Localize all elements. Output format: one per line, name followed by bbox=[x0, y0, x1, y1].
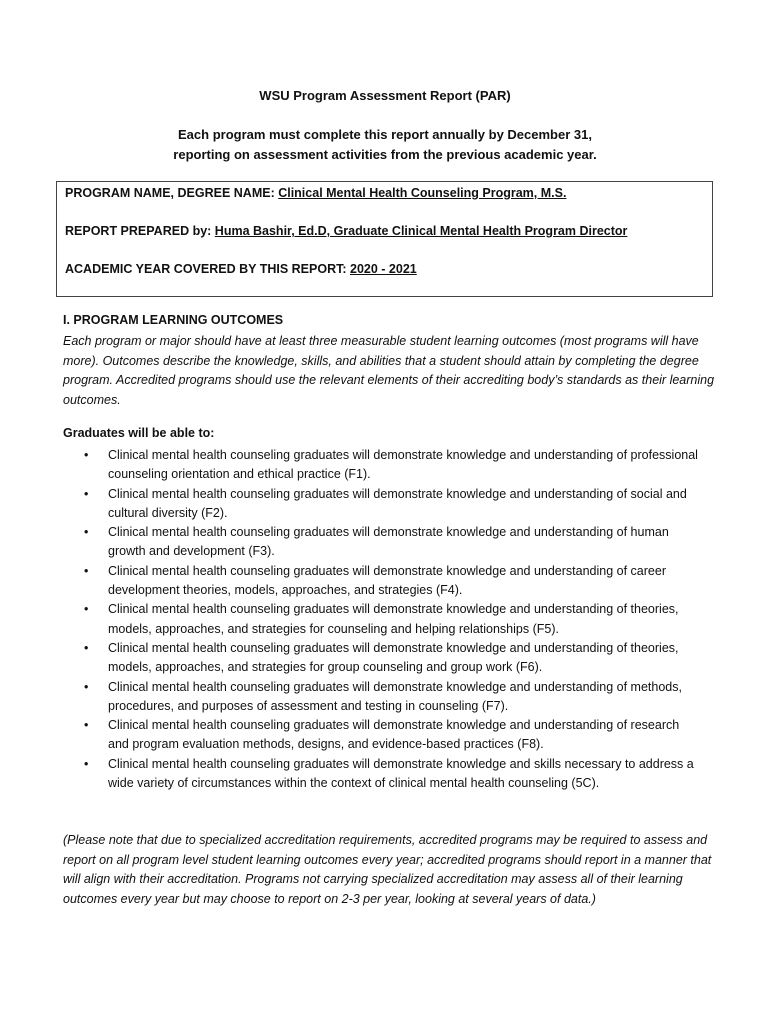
section-intro: Each program or major should have at least three measurable student learning outcomes (most programs will have more). Outcomes describe the knowledge, skills, and abilities that a student should attain by completing the degree program. Accredited programs should use the relevant elements of their accrediting body’s standards as their learning outcomes. bbox=[63, 334, 715, 407]
academic-year-label: ACADEMIC YEAR COVERED BY THIS REPORT: bbox=[65, 262, 350, 276]
bullet-icon: • bbox=[84, 718, 89, 733]
prepared-by-value: Huma Bashir, Ed.D, Graduate Clinical Mental Health Program Director bbox=[214, 224, 628, 238]
outcome-list-item bbox=[82, 562, 702, 601]
outcome-list-item bbox=[82, 716, 702, 755]
prepared-by-label: REPORT PREPARED by: bbox=[65, 224, 215, 238]
outcome-text: Clinical mental health counseling graduates will demonstrate knowledge and understanding of methods, procedures, and purposes of assessment and testing in counseling (F7). bbox=[108, 679, 682, 713]
report-title: WSU Program Assessment Report (PAR) bbox=[259, 88, 511, 103]
outcome-list-item bbox=[82, 446, 702, 485]
subtitle-line-2: reporting on assessment activities from the previous academic year. bbox=[173, 147, 597, 162]
program-name-value: Clinical Mental Health Counseling Program, M.S. bbox=[278, 186, 567, 200]
outcome-list-item bbox=[82, 485, 702, 524]
outcome-list-item bbox=[82, 600, 702, 639]
bullet-icon: • bbox=[84, 640, 89, 655]
outcome-text: Clinical mental health counseling graduates will demonstrate knowledge and skills necessary to address a wide variety of circumstances within the context of clinical mental health counseling (5C). bbox=[108, 756, 694, 791]
bullet-icon: • bbox=[84, 602, 89, 617]
outcome-list-item bbox=[82, 639, 702, 678]
prepared-by-line bbox=[65, 224, 627, 238]
bullet-icon: • bbox=[84, 448, 89, 462]
bullet-icon: • bbox=[84, 563, 89, 578]
outcome-list-item bbox=[82, 755, 702, 794]
program-info-box bbox=[56, 181, 713, 297]
subtitle-line-1: Each program must complete this report annually by December 31, bbox=[178, 127, 592, 142]
bullet-icon: • bbox=[84, 525, 89, 540]
outcome-text: Clinical mental health counseling graduates will demonstrate knowledge and understanding of research and program evaluation methods, designs, and evidence-based practices (F8). bbox=[108, 718, 680, 752]
graduates-label: Graduates will be able to: bbox=[63, 426, 215, 440]
outcome-text: Clinical mental health counseling graduates will demonstrate knowledge and understanding of social and cultural diversity (F2). bbox=[108, 486, 687, 520]
academic-year-value: 2020 - 2021 bbox=[350, 262, 417, 276]
bullet-icon: • bbox=[84, 679, 89, 694]
academic-year-line bbox=[65, 262, 417, 276]
outcome-list-item bbox=[82, 523, 702, 562]
outcome-text: Clinical mental health counseling graduates will demonstrate knowledge and understanding of human growth and development (F3). bbox=[108, 525, 669, 559]
outcome-text: Clinical mental health counseling graduates will demonstrate knowledge and understanding of professional counseling orientation and ethical practice (F1). bbox=[108, 448, 698, 482]
program-name-line bbox=[65, 186, 566, 200]
bullet-icon: • bbox=[84, 756, 89, 771]
section-heading: I. PROGRAM LEARNING OUTCOMES bbox=[63, 313, 284, 327]
accreditation-note: (Please note that due to specialized accreditation requirements, accredited programs may be required to assess and report on all program level student learning outcomes every year; accredited programs should report in a manner that will align with their accreditation. Programs not carrying specialized accreditation may assess all of their learning outcomes every year but may choose to report on 2-3 per year, looking at several years of data.) bbox=[63, 833, 712, 906]
outcome-text: Clinical mental health counseling graduates will demonstrate knowledge and understanding of career development theories, models, approaches, and strategies (F4). bbox=[108, 563, 666, 598]
outcome-text: Clinical mental health counseling graduates will demonstrate knowledge and understanding of theories, models, approaches, and strategies for counseling and helping relationships (F5). bbox=[108, 602, 679, 636]
program-name-label: PROGRAM NAME, DEGREE NAME: bbox=[65, 186, 279, 200]
bullet-icon: • bbox=[84, 486, 89, 501]
outcome-text: Clinical mental health counseling graduates will demonstrate knowledge and understanding of theories, models, approaches, and strategies for group counseling and group work (F6). bbox=[108, 640, 679, 675]
outcome-list-item bbox=[82, 678, 702, 717]
report-subtitle bbox=[0, 125, 770, 165]
outcomes-list bbox=[82, 446, 702, 793]
